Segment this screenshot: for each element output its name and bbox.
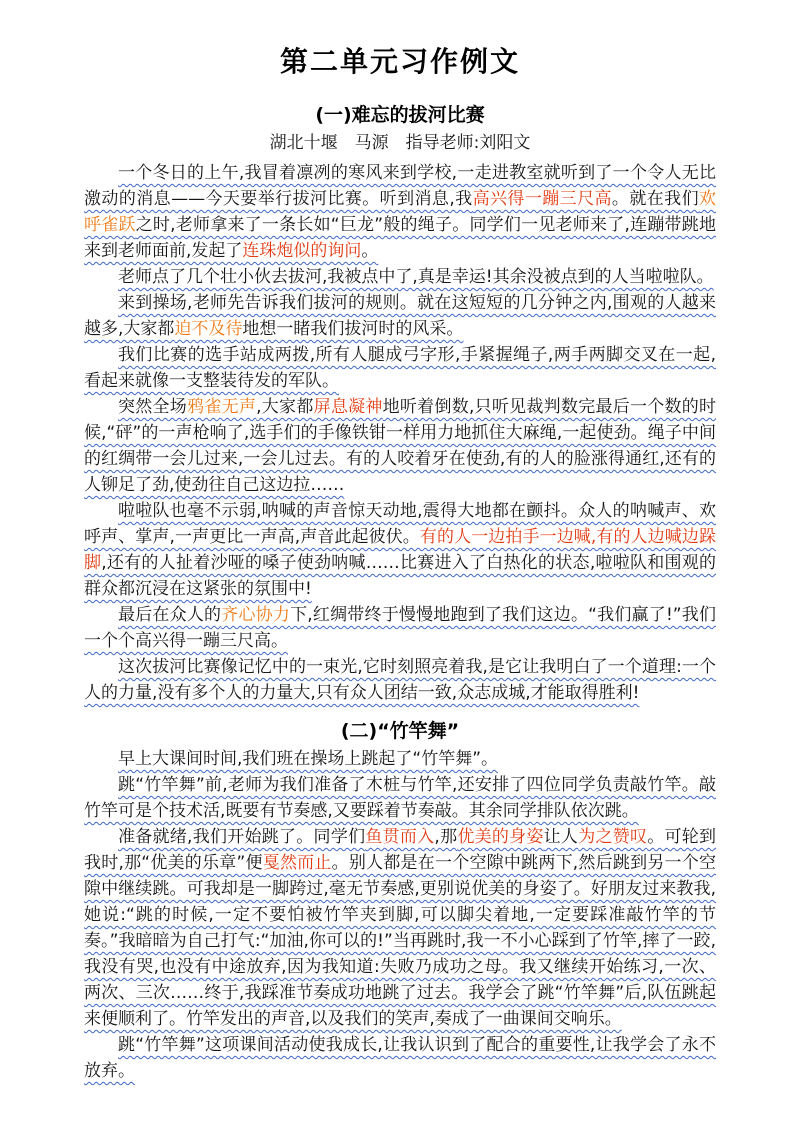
paragraph: [84, 290, 716, 342]
highlighted-phrase: 高兴得一蹦三尺高: [472, 189, 612, 209]
highlighted-phrase: 鸦雀无声: [187, 397, 257, 417]
text-segment: 让人: [543, 827, 579, 847]
paragraph: [84, 772, 716, 824]
paragraph: [84, 498, 716, 602]
paragraph: [84, 1032, 716, 1084]
paragraph: [84, 394, 716, 498]
document-title: 第二单元习作例文: [279, 45, 520, 78]
paragraph: [84, 746, 716, 772]
text-segment: 。: [361, 241, 379, 261]
essay-2-heading: (二)“竹竿舞”: [340, 720, 460, 742]
paragraph: [84, 824, 716, 1032]
highlighted-phrase: 戛然而止: [262, 853, 332, 873]
text-segment: 最后在众人的: [118, 605, 222, 625]
text-segment: 地想一睹我们拔河时的风采。: [242, 319, 464, 339]
text-segment: 老师点了几个壮小伙去拔河,我被点中了,真是幸运!其余没被点到的人当啦啦队。: [118, 267, 714, 287]
paragraph: [84, 654, 716, 706]
text-segment: 之时,老师拿来了一条长如“巨龙”般的绳子。同学们一见老师来了,连蹦带跳地来到老师面前,发起了: [84, 215, 717, 261]
highlighted-phrase: 鱼贯而入: [365, 827, 435, 847]
text-segment: 下,红绸带终于慢慢地跑到了我们这边。“我们赢了!”我们一个个高兴得一蹦三尺高。: [84, 605, 717, 651]
text-segment: 。就在我们: [611, 189, 700, 209]
text-segment: ,那: [434, 827, 458, 847]
text-segment: 。别人都是在一个空隙中跳两下,然后跳到另一个空隙中继续跳。可我却是一脚跨过,毫无节奏感,更别说优美的身姿了。好朋友过来教我,她说:“跳的时候,一定不要怕被竹竿夹到脚,可以脚尖着地,一定要踩准敲竹竿的节奏。”我暗暗为自己打气:“加油,你可以的!”当再跳时,我一不小心踩到了竹竿,摔了一跤,我没有哭,也没有中途放弃,因为我知道:失败乃成功之母。我又继续开始练习,一次、两次、三次……终于,我踩准节奏成功地跳了过去。我学会了跳“竹竿舞”后,队伍跳起来便顺利了。竹竿发出的声音,以及我们的笑声,奏成了一曲课间交响乐。: [84, 853, 717, 1029]
highlighted-phrase: 连珠炮似的询问: [242, 241, 362, 261]
essay-1: [84, 102, 716, 706]
highlighted-phrase: 欢呼雀跃: [84, 189, 717, 235]
paragraph: [84, 264, 716, 290]
text-segment: 一个冬日的上午,我冒着凛冽的寒风来到学校,一走进教室就听到了一个令人无比激动的消息——今天要举行拔河比赛。听到消息,我: [84, 163, 716, 209]
text-segment: 来到操场,老师先告诉我们拔河的规则。就在这短短的几分钟之内,围观的人越来越多,大家都: [84, 293, 716, 339]
text-segment: 跳“竹竿舞”这项课间活动使我成长,让我认识到了配合的重要性,让我学会了永不放弃。: [84, 1035, 716, 1081]
text-segment: 早上大课间时间,我们班在操场上跳起了“竹竿舞”。: [118, 749, 499, 769]
highlighted-phrase: 有的人一边拍手一边喊,有的人边喊边跺脚: [84, 527, 717, 573]
highlighted-phrase: 屏息凝神: [313, 397, 383, 417]
text-segment: 啦啦队也毫不示弱,呐喊的声音惊天动地,震得大地都在颤抖。众人的呐喊声、欢呼声、掌声,一声更比一声高,声音此起彼伏。: [84, 501, 716, 547]
text-segment: 突然全场: [118, 397, 188, 417]
paragraph: [84, 342, 716, 394]
text-segment: 这次拔河比赛像记忆中的一束光,它时刻照亮着我,是它让我明白了一个道理:一个人的力量,没有多个人的力量大,只有众人团结一致,众志成城,才能取得胜利!: [84, 657, 716, 703]
text-segment: 我们比赛的选手站成两拨,所有人腿成弓字形,手紧握绳子,两手两脚交叉在一起,看起来就像一支整装待发的军队。: [84, 345, 716, 391]
highlighted-phrase: 齐心协力: [221, 605, 291, 625]
highlighted-phrase: 优美的身姿: [457, 827, 544, 847]
text-segment: ,大家都: [256, 397, 314, 417]
essay-1-paragraphs: [84, 160, 716, 706]
essay-2-paragraphs: [84, 746, 716, 1084]
text-segment: 地听着倒数,只听见裁判数完最后一个数的时候,“砰”的一声枪响了,选手们的手像铁钳一样用力地抓住大麻绳,一起使劲。绳子中间的红绸带一会儿过来,一会儿过去。有的人咬着牙在使劲,有的人的脸涨得通红,还有的人铆足了劲,使劲往自己这边拉……: [84, 397, 717, 495]
essay-1-byline: 湖北十堰 马源 指导老师:刘阳文: [269, 133, 531, 153]
paragraph: [84, 160, 716, 264]
text-segment: 。可轮到我时,那“优美的乐章”便: [84, 827, 717, 873]
essay-2: [84, 718, 716, 1084]
text-segment: 准备就绪,我们开始跳了。同学们: [118, 827, 366, 847]
highlighted-phrase: 迫不及待: [174, 319, 243, 339]
highlighted-phrase: 为之赞叹: [578, 827, 648, 847]
paragraph: [84, 602, 716, 654]
text-segment: 跳“竹竿舞”前,老师为我们准备了木桩与竹竿,还安排了四位同学负责敲竹竿。敲竹竿可是个技术活,既要有节奏感,又要踩着节奏敲。其余同学排队依次跳。: [84, 775, 716, 821]
essay-1-heading: (一)难忘的拔河比赛: [315, 104, 485, 126]
text-segment: ,还有的人扯着沙哑的嗓子使劲呐喊……比赛进入了白热化的状态,啦啦队和围观的群众都沉浸在这紧张的氛围中!: [84, 553, 717, 599]
